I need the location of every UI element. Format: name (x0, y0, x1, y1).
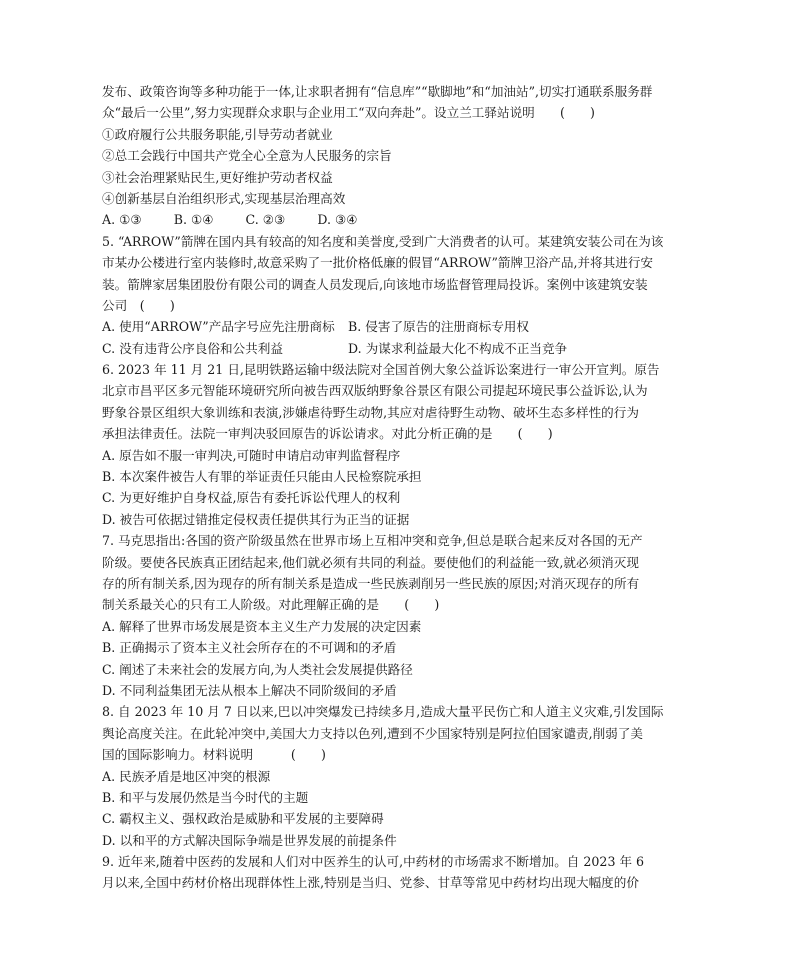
option-c: C. 阐述了未来社会的发展方向,为人类社会发展提供路径 (102, 661, 413, 677)
statement-2: ②总工会践行中国共产党全心全意为人民服务的宗旨 (102, 148, 392, 164)
statement-3: ③社会治理紧贴民生,更好维护劳动者权益 (102, 169, 333, 185)
option-c: C. 为更好维护自身权益,原告有委托诉讼代理人的权利 (102, 490, 401, 506)
option-d: D. ③④ (317, 212, 358, 228)
exam-page (102, 81, 694, 894)
question-9 (102, 851, 694, 894)
option-b: B. 本次案件被告人有罪的举证责任只能由人民检察院承担 (102, 469, 422, 485)
question-text-line: 7. 马克思指出:各国的资产阶级虽然在世界市场上互相冲突和竞争,但总是联合起来反对各国的无产 (102, 533, 643, 549)
question-text-line: 市某办公楼进行室内装修时,故意采购了一批价格低廉的假冒“ARROW”箭牌卫浴产品,并将其进行安 (102, 255, 654, 271)
statement-4: ④创新基层自治组织形式,实现基层治理高效 (102, 190, 346, 206)
option-a: A. ①③ (102, 212, 142, 228)
question-text-line: 北京市昌平区多元智能环境研究所向被告西双版纳野象谷景区有限公司提起环境民事公益诉讼,认为 (102, 383, 648, 399)
question-text-line: 8. 自 2023 年 10 月 7 日以来,巴以冲突爆发已持续多月,造成大量平民伤亡和人道主义灾难,引发国际 (102, 704, 664, 720)
option-a: A. 原告如不服一审判决,可随时申请启动审判监督程序 (102, 447, 401, 463)
option-row (102, 338, 694, 359)
question-text-line: 装。箭牌家居集团股份有限公司的调查人员发现后,向该地市场监督管理局投诉。案例中该建筑安装 (102, 276, 648, 292)
question-text-line: 月以来,全国中药材价格出现群体性上涨,特别是当归、党参、甘草等常见中药材均出现大幅度的价 (102, 875, 639, 891)
question-5 (102, 231, 694, 359)
option-c: C. 没有违背公序良俗和公共利益 (102, 340, 283, 356)
question-text-line: 公司 ( ) (102, 297, 175, 313)
option-b: B. ①④ (173, 212, 214, 228)
question-text-line: 野象谷景区组织大象训练和表演,涉嫌虐待野生动物,其应对虐待野生动物、破坏生态多样性的行为 (102, 404, 639, 420)
option-d: D. 不同利益集团无法从根本上解决不同阶级间的矛盾 (102, 682, 397, 698)
question-text-line: 阶级。要使各民族真正团结起来,他们就必须有共同的利益。要使他们的利益能一致,就必须消灭现 (102, 554, 639, 570)
question-text-line: 5. “ARROW”箭牌在国内具有较高的知名度和美誉度,受到广大消费者的认可。某建筑安装公司在为该 (102, 233, 664, 249)
option-c: C. 霸权主义、强权政治是威胁和平发展的主要障碍 (102, 811, 384, 827)
option-d: D. 以和平的方式解决国际争端是世界发展的前提条件 (102, 832, 397, 848)
option-d: D. 被告可依据过错推定侵权责任提供其行为正当的证据 (102, 511, 410, 527)
question-text-line: 众“最后一公里”,努力实现群众求职与企业用工“双向奔赴”。设立兰工驿站说明 ( ) (102, 105, 595, 121)
option-b: B. 正确揭示了资本主义社会所存在的不可调和的矛盾 (102, 640, 397, 656)
question-text-line: 国的国际影响力。材料说明 ( ) (102, 747, 326, 763)
question-text-line: 9. 近年来,随着中医药的发展和人们对中医养生的认可,中药材的市场需求不断增加。自 2023 年 6 (102, 854, 645, 870)
question-8 (102, 701, 694, 851)
question-text-line: 6. 2023 年 11 月 21 日,昆明铁路运输中级法院对全国首例大象公益诉讼案进行一审公开宣判。原告 (102, 362, 660, 378)
question-7 (102, 530, 694, 701)
question-4-tail (102, 81, 694, 231)
question-text-line: 发布、政策咨询等多种功能于一体,让求职者拥有“信息库”“歇脚地”和“加油站”,切实打通联系服务群 (102, 84, 653, 99)
question-6 (102, 359, 694, 530)
statement-1: ①政府履行公共服务职能,引导劳动者就业 (102, 126, 333, 142)
option-a: A. 解释了世界市场发展是资本主义生产力发展的决定因素 (102, 618, 422, 634)
question-text-line: 制关系最关心的只有工人阶级。对此理解正确的是 ( ) (102, 597, 440, 613)
question-text-line: 舆论高度关注。在此轮冲突中,美国大力支持以色列,遭到不少国家特别是阿拉伯国家谴责,削弱了美 (102, 725, 643, 741)
option-row (102, 316, 694, 337)
option-c: C. ②③ (245, 212, 286, 228)
option-a: A. 民族矛盾是地区冲突的根源 (102, 768, 271, 784)
question-text-line: 承担法律责任。法院一审判决驳回原告的诉讼请求。对此分析正确的是 ( ) (102, 426, 553, 442)
option-row (102, 209, 694, 230)
option-a: A. 使用“ARROW”产品字号应先注册商标 (102, 319, 335, 335)
option-b: B. 侵害了原告的注册商标专用权 (348, 319, 529, 335)
question-text-line: 存的所有制关系,因为现存的所有制关系是造成一些民族剥削另一些民族的原因;对消灭现存的所有 (102, 575, 640, 591)
option-b: B. 和平与发展仍然是当今时代的主题 (102, 789, 309, 805)
option-d: D. 为谋求利益最大化不构成不正当竞争 (348, 340, 568, 356)
